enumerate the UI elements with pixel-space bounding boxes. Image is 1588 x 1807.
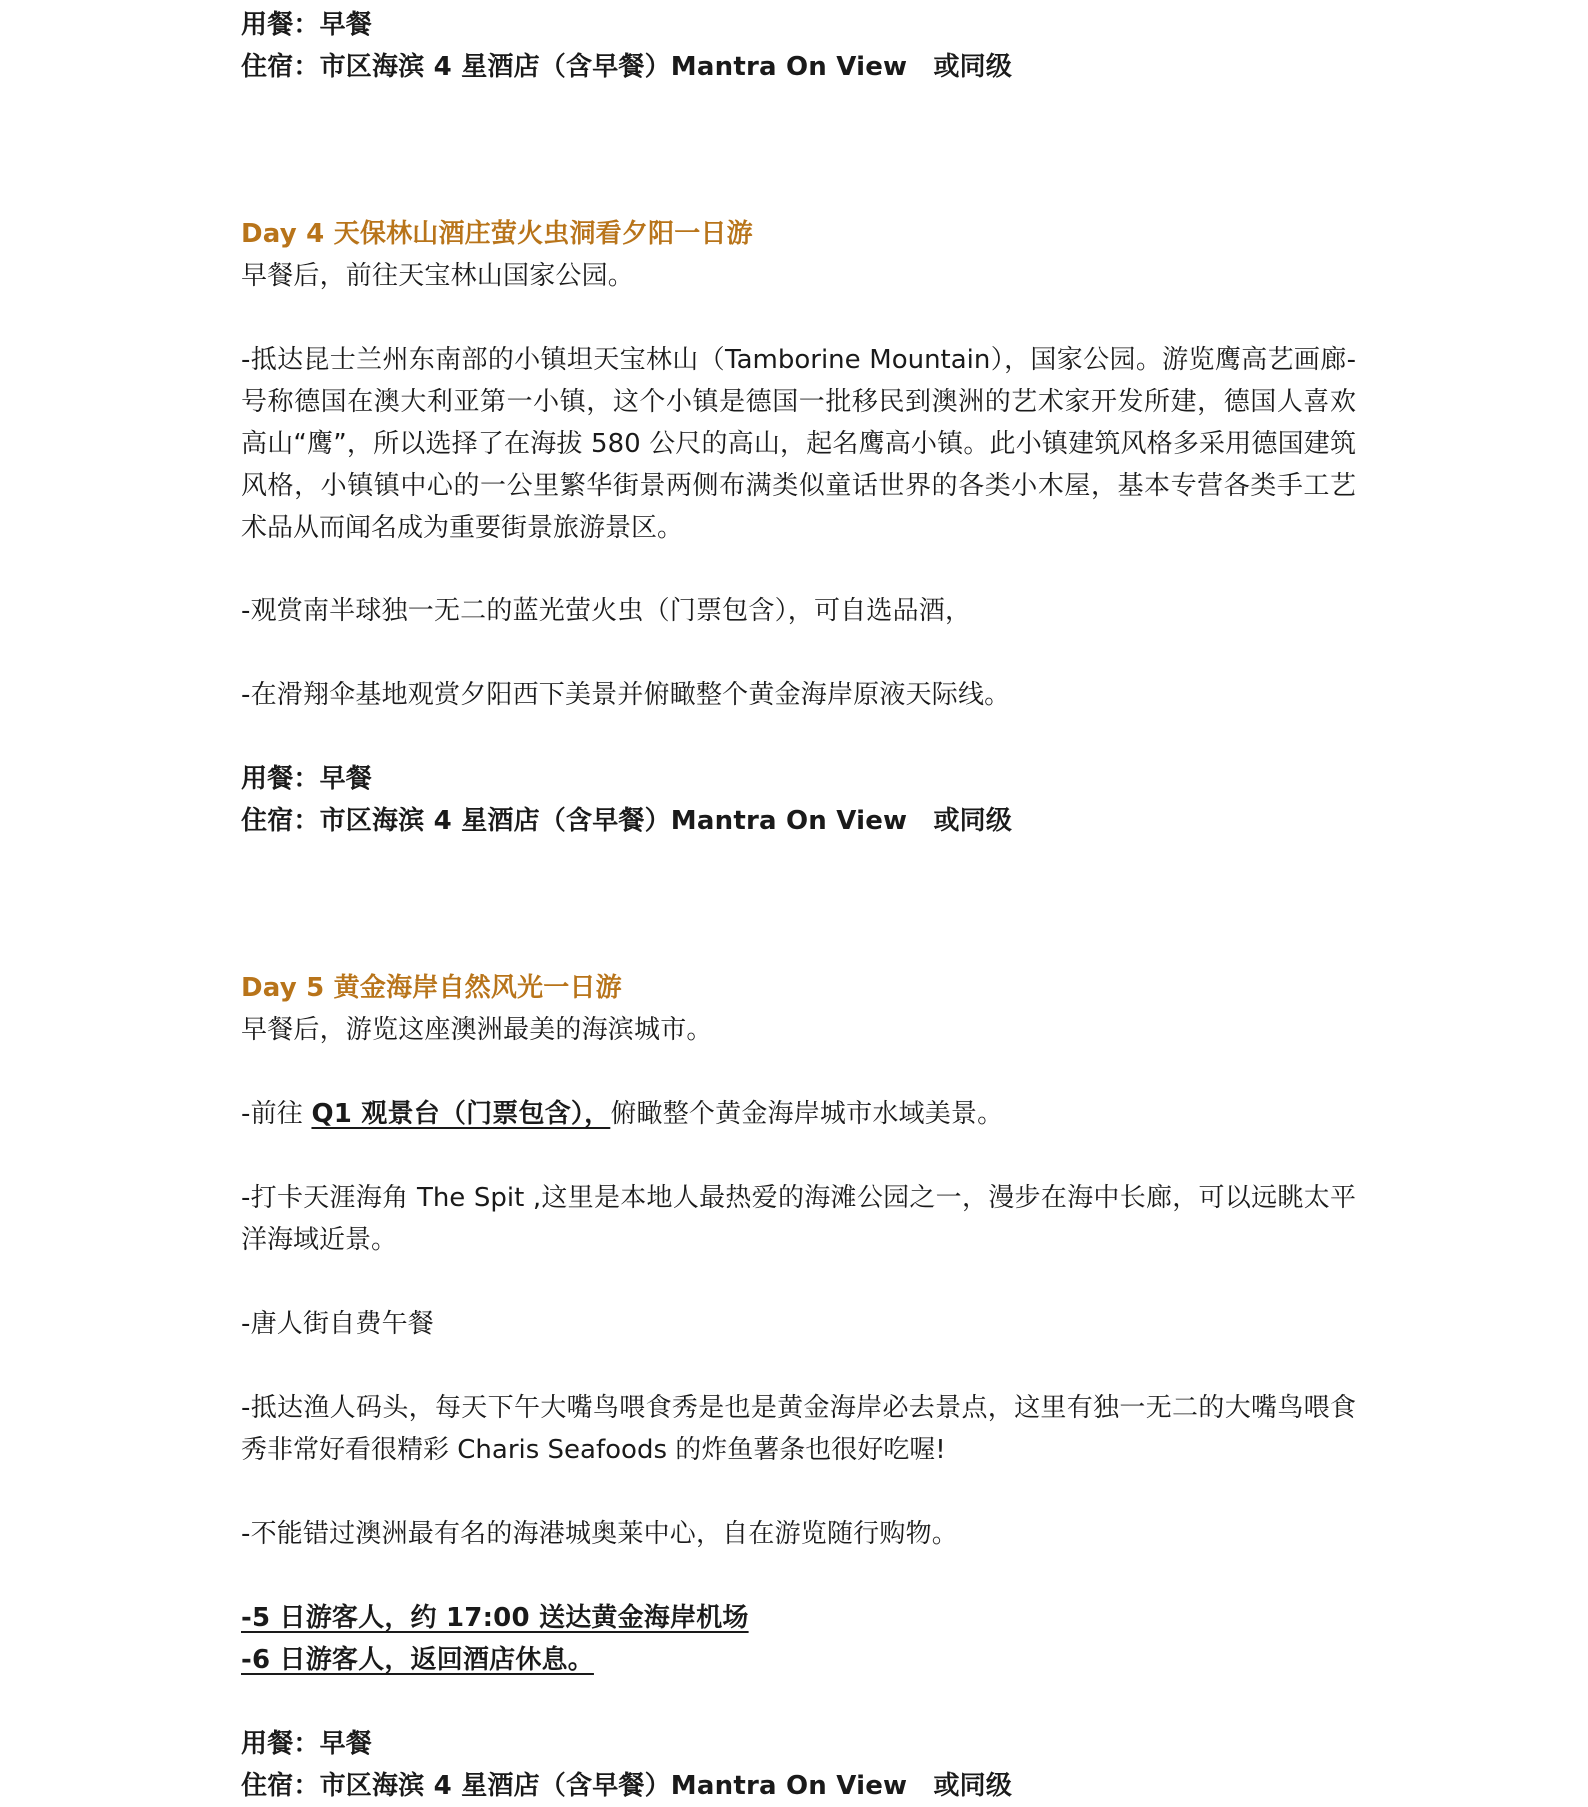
day4-meal: 用餐：早餐: [241, 764, 373, 794]
day4-title: Day 4 天保林山酒庄萤火虫洞看夕阳一日游: [241, 219, 753, 249]
day4-item-tamborine: -抵达昆士兰州东南部的小镇坦天宝林山（Tamborine Mountain），国家公园。游览鹰高艺画廊-号称德国在澳大利亚第一小镇，这个小镇是德国一批移民到澳洲的艺术家开发所建，德国人喜欢高山“鹰”，所以选择了在海拔 580 公尺的高山，起名鹰高小镇。此小镇建筑风格多采用德国建筑风格，小镇镇中心的一公里繁华街景两侧布满类似童话世界的各类小木屋，基本专营各类手工艺术品从而闻名成为重要街景旅游景区。: [241, 345, 1356, 543]
day5-item-q1: [241, 1093, 1003, 1135]
top-hotel: 住宿：市区海滨 4 星酒店（含早餐）Mantra On View 或同级: [241, 52, 1013, 82]
day5-meal: 用餐：早餐: [241, 1729, 373, 1759]
day5-intro: 早餐后，游览这座澳洲最美的海滨城市。: [241, 1015, 713, 1045]
day5-item-q1-suffix: 俯瞰整个黄金海岸城市水域美景。: [610, 1099, 1004, 1129]
top-meal: 用餐：早餐: [241, 10, 373, 40]
day4-intro: 早餐后，前往天宝林山国家公园。: [241, 261, 635, 291]
day4-item-sunset: -在滑翔伞基地观赏夕阳西下美景并俯瞰整个黄金海岸原液天际线。: [241, 680, 1011, 710]
day5-item-q1-prefix: -前往: [241, 1099, 312, 1129]
day5-hotel: 住宿：市区海滨 4 星酒店（含早餐）Mantra On View 或同级: [241, 1771, 1013, 1801]
day5-title: Day 5 黄金海岸自然风光一日游: [241, 973, 622, 1003]
day5-item-chinatown: -唐人街自费午餐: [241, 1309, 434, 1339]
day4-item-glowworm: -观赏南半球独一无二的蓝光萤火虫（门票包含），可自选品酒，: [241, 596, 972, 626]
day5-item-spit: -打卡天涯海角 The Spit ,这里是本地人最热爱的海滩公园之一，漫步在海中长廊，可以远眺太平洋海域近景。: [241, 1183, 1356, 1255]
day5-note-5day: -5 日游客人，约 17:00 送达黄金海岸机场: [241, 1603, 749, 1633]
day5-note-6day: -6 日游客人，返回酒店休息。: [241, 1645, 594, 1675]
q1-observation-deck-link[interactable]: Q1 观景台（门票包含），: [311, 1099, 611, 1129]
day4-hotel: 住宿：市区海滨 4 星酒店（含早餐）Mantra On View 或同级: [241, 806, 1013, 836]
day5-item-fishermans-wharf: -抵达渔人码头，每天下午大嘴鸟喂食秀是也是黄金海岸必去景点，这里有独一无二的大嘴鸟喂食秀非常好看很精彩 Charis Seafoods 的炸鱼薯条也很好吃喔!: [241, 1393, 1356, 1465]
day5-item-outlet: -不能错过澳洲最有名的海港城奥莱中心，自在游览随行购物。: [241, 1519, 958, 1549]
